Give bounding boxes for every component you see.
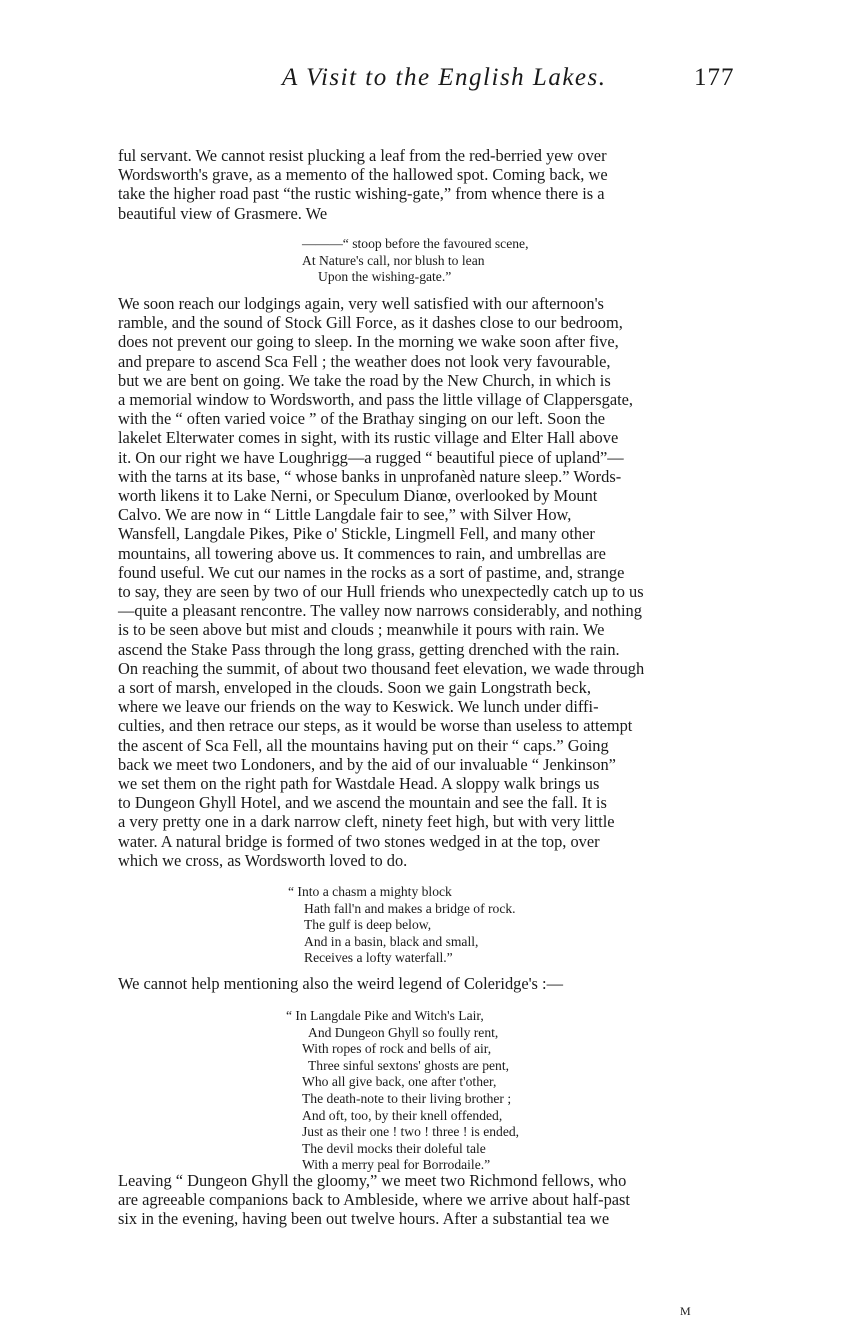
text-line: We soon reach our lodgings again, very well satisfied with our afternoon's xyxy=(118,294,604,313)
text-line: to Dungeon Ghyll Hotel, and we ascend the mountain and see the fall. It is xyxy=(118,793,607,813)
verse-line: With a merry peal for Borrodaile.” xyxy=(302,1157,491,1173)
text-line: We cannot help mentioning also the weird legend of Coleridge's :— xyxy=(118,974,563,993)
verse-line: Hath fall'n and makes a bridge of rock. xyxy=(304,900,516,916)
text-line: Calvo. We are now in “ Little Langdale fair to see,” with Silver How, xyxy=(118,505,572,525)
verse-line: “ Into a chasm a mighty block xyxy=(288,884,452,899)
text-line: ful servant. We cannot resist plucking a leaf from the red-berried yew over xyxy=(118,146,607,165)
text-line: a memorial window to Wordsworth, and pass the little village of Clappersgate, xyxy=(118,390,634,410)
text-line: with the “ often varied voice ” of the Brathay singing on our left. Soon the xyxy=(118,409,606,429)
verse-line: Who all give back, one after t'other, xyxy=(302,1074,497,1090)
text-line: six in the evening, having been out twelve hours. After a substantial tea we xyxy=(118,1209,610,1229)
verse-line: The devil mocks their doleful tale xyxy=(302,1140,486,1156)
text-line: ascend the Stake Pass through the long grass, getting drenched with the rain. xyxy=(118,639,620,659)
verse-line: At Nature's call, nor blush to lean xyxy=(302,252,485,268)
text-line: Wansfell, Langdale Pikes, Pike o' Stickle, Lingmell Fell, and many other xyxy=(118,524,595,544)
text-line: a very pretty one in a dark narrow cleft, ninety feet high, but with very little xyxy=(118,812,615,832)
text-line: culties, and then retrace our steps, as it would be worse than useless to attempt xyxy=(118,716,633,736)
verse-line: Just as their one ! two ! three ! is ended, xyxy=(302,1124,520,1140)
text-line: are agreeable companions back to Ambleside, where we arrive about half-past xyxy=(118,1190,630,1210)
text-line: back we meet two Londoners, and by the aid of our invaluable “ Jenkinson” xyxy=(118,754,616,774)
text-line: where we leave our friends on the way to Keswick. We lunch under diffi- xyxy=(118,697,599,717)
verse-line: “ In Langdale Pike and Witch's Lair, xyxy=(286,1008,484,1023)
text-line: is to be seen above but mist and clouds ; meanwhile it pours with rain. We xyxy=(118,620,605,640)
verse-chasm xyxy=(288,884,516,967)
text-line: with the tarns at its base, “ whose banks in unprofanèd nature sleep.” Words- xyxy=(118,466,622,486)
text-line: the ascent of Sca Fell, all the mountains having put on their “ caps.” Going xyxy=(118,735,609,755)
verse-line: And Dungeon Ghyll so foully rent, xyxy=(308,1024,499,1040)
running-title: A Visit to the English Lakes. xyxy=(282,64,607,91)
text-line: mountains, all towering above us. It commences to rain, and umbrellas are xyxy=(118,543,606,563)
signature-mark: M xyxy=(680,1304,692,1318)
verse-line: Three sinful sextons' ghosts are pent, xyxy=(308,1057,510,1073)
verse-line: And in a basin, black and small, xyxy=(304,933,479,949)
text-line: take the higher road past “the rustic wishing-gate,” from whence there is a xyxy=(118,184,605,204)
text-line: Wordsworth's grave, as a memento of the hallowed spot. Coming back, we xyxy=(118,165,608,185)
paragraph-3 xyxy=(118,974,736,993)
text-line: does not prevent our going to sleep. In the morning we wake soon after five, xyxy=(118,332,619,352)
text-line: which we cross, as Wordsworth loved to do. xyxy=(118,850,408,870)
text-line: and prepare to ascend Sca Fell ; the weather does not look very favourable, xyxy=(118,351,611,371)
text-line: water. A natural bridge is formed of two stones wedged in at the top, over xyxy=(118,831,600,851)
paragraph-2 xyxy=(118,294,736,870)
text-line: to say, they are seen by two of our Hull friends who unexpectedly catch up to us xyxy=(118,582,644,602)
verse-line: With ropes of rock and bells of air, xyxy=(302,1041,492,1057)
verse-wishing-gate xyxy=(302,236,528,286)
text-line: found useful. We cut our names in the rocks as a sort of pastime, and, strange xyxy=(118,562,625,582)
verse-line: The death-note to their living brother ; xyxy=(302,1090,512,1106)
text-line: we set them on the right path for Wastdale Head. A sloppy walk brings us xyxy=(118,774,600,794)
text-line: On reaching the summit, of about two thousand feet elevation, we wade through xyxy=(118,658,645,678)
verse-line: And oft, too, by their knell offended, xyxy=(302,1107,503,1123)
text-line: beautiful view of Grasmere. We xyxy=(118,203,328,223)
paragraph-4 xyxy=(118,1171,736,1229)
verse-line: The gulf is deep below, xyxy=(304,917,432,933)
verse-line: ———“ stoop before the favoured scene, xyxy=(302,236,529,251)
text-line: a sort of marsh, enveloped in the clouds. Soon we gain Longstrath beck, xyxy=(118,678,591,698)
paragraph-1 xyxy=(118,146,736,223)
page-number: 177 xyxy=(694,64,735,91)
text-line: —quite a pleasant rencontre. The valley now narrows considerably, and nothing xyxy=(118,601,642,621)
text-line: lakelet Elterwater comes in sight, with its rustic village and Elter Hall above xyxy=(118,428,619,448)
verse-line: Receives a lofty waterfall.” xyxy=(304,950,453,966)
text-line: Leaving “ Dungeon Ghyll the gloomy,” we meet two Richmond fellows, who xyxy=(118,1171,627,1190)
page-header xyxy=(0,64,854,104)
text-line: ramble, and the sound of Stock Gill Force, as it dashes close to our bedroom, xyxy=(118,313,623,333)
text-line: worth likens it to Lake Nerni, or Speculum Dianœ, overlooked by Mount xyxy=(118,486,598,506)
verse-langdale xyxy=(286,1008,519,1174)
text-line: but we are bent on going. We take the road by the New Church, in which is xyxy=(118,370,611,390)
text-line: it. On our right we have Loughrigg—a rugged “ beautiful piece of upland”— xyxy=(118,447,624,467)
verse-line: Upon the wishing-gate.” xyxy=(318,269,452,285)
